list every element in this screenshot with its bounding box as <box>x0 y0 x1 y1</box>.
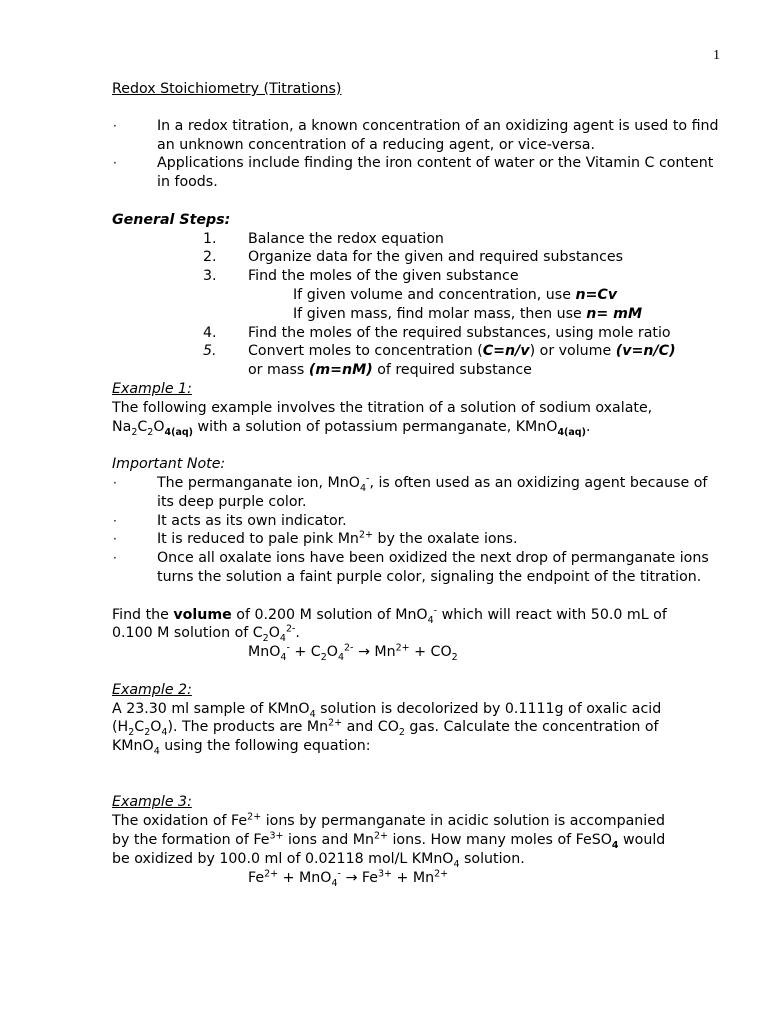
page-title: Redox Stoichiometry (Titrations) <box>112 81 342 97</box>
step-3-substep-mass: If given mass, find molar mass, then use n= mM <box>293 305 643 322</box>
document-body <box>112 80 722 887</box>
step-5: 5. Convert moles to concentration (C=n/v) or volume (v=n/C) <box>203 343 676 360</box>
step-5-continued: or mass (m=nM) of required substance <box>248 362 532 379</box>
intro-bullet-list <box>112 117 722 192</box>
list-item: · Once all oxalate ions have been oxidized the next drop of permanganate ions turns the solution a faint purple color, signaling the endpoint of the titration. <box>113 550 709 585</box>
list-item: · In a redox titration, a known concentration of an oxidizing agent is used to find an unknown concentration of a reducing agent, or vice-versa. <box>113 117 719 153</box>
example-3-heading: Example 3: <box>112 794 192 811</box>
list-item: · The permanganate ion, MnO$_4$-, is often used as an oxidizing agent because of its deep purple color. <box>113 473 708 510</box>
step-3: 3. Find the moles of the given substance <box>203 268 519 285</box>
example-2-heading: Example 2: <box>112 681 192 698</box>
example-1-text: The following example involves the titration of a solution of sodium oxalate, $Na_2C_2O_{4(aq)}$ with a solution of potassium permanganate, KMnO$_{4(aq)}$. <box>112 399 653 438</box>
example-1-heading: Example 1: <box>112 380 192 397</box>
general-steps-heading: General Steps: <box>112 211 231 228</box>
equation-1: $MnO_4^- + C_2O_4^{2-} \to Mn^{2+} + CO_2$ <box>248 642 458 663</box>
list-item: · It is reduced to pale pink $Mn^{2+}$ by the oxalate ions. <box>113 529 518 548</box>
step-1: 1. Balance the redox equation <box>203 230 444 247</box>
important-note-heading: Important Note: <box>112 456 226 473</box>
step-2: 2. Organize data for the given and required substances <box>203 249 624 266</box>
example-3-text: The oxidation of $Fe^{2+}$ ions by permanganate in acidic solution is accompanied by the formation of $Fe^{3+}$ ions and $Mn^{2+}$ ions. How many moles of FeSO$_4$ would be oxidized by 100.0 ml of 0.02118 mol/L KMnO$_4$ solution. <box>112 811 666 870</box>
step-4: 4. Find the moles of the required substances, using mole ratio <box>203 324 671 341</box>
question-1: Find the volume of 0.200 M solution of MnO$_4$- which will react with 50.0 mL of 0.100 M solution of $C_2O_4^{2-}$. <box>112 604 667 645</box>
important-note-list <box>112 474 722 587</box>
list-item: · Applications include finding the iron content of water or the Vitamin C content in foods. <box>113 155 714 191</box>
equation-3: $Fe^{2+} + MnO_4^- \to Fe^{3+} + Mn^{2+}$ <box>248 867 449 889</box>
example-2-text: A 23.30 ml sample of KMnO$_4$ solution is decolorized by 0.1111g of oxalic acid $(H_2C_2O_4)$. The products are $Mn^{2+}$ and $CO_2$ gas. Calculate the concentration of KMnO$_4$ using the following equation: <box>112 700 662 757</box>
step-3-substep-volume: If given volume and concentration, use n=Cv <box>293 286 618 303</box>
list-item: · It acts as its own indicator. <box>113 512 347 529</box>
page-number: 1 <box>713 48 720 63</box>
